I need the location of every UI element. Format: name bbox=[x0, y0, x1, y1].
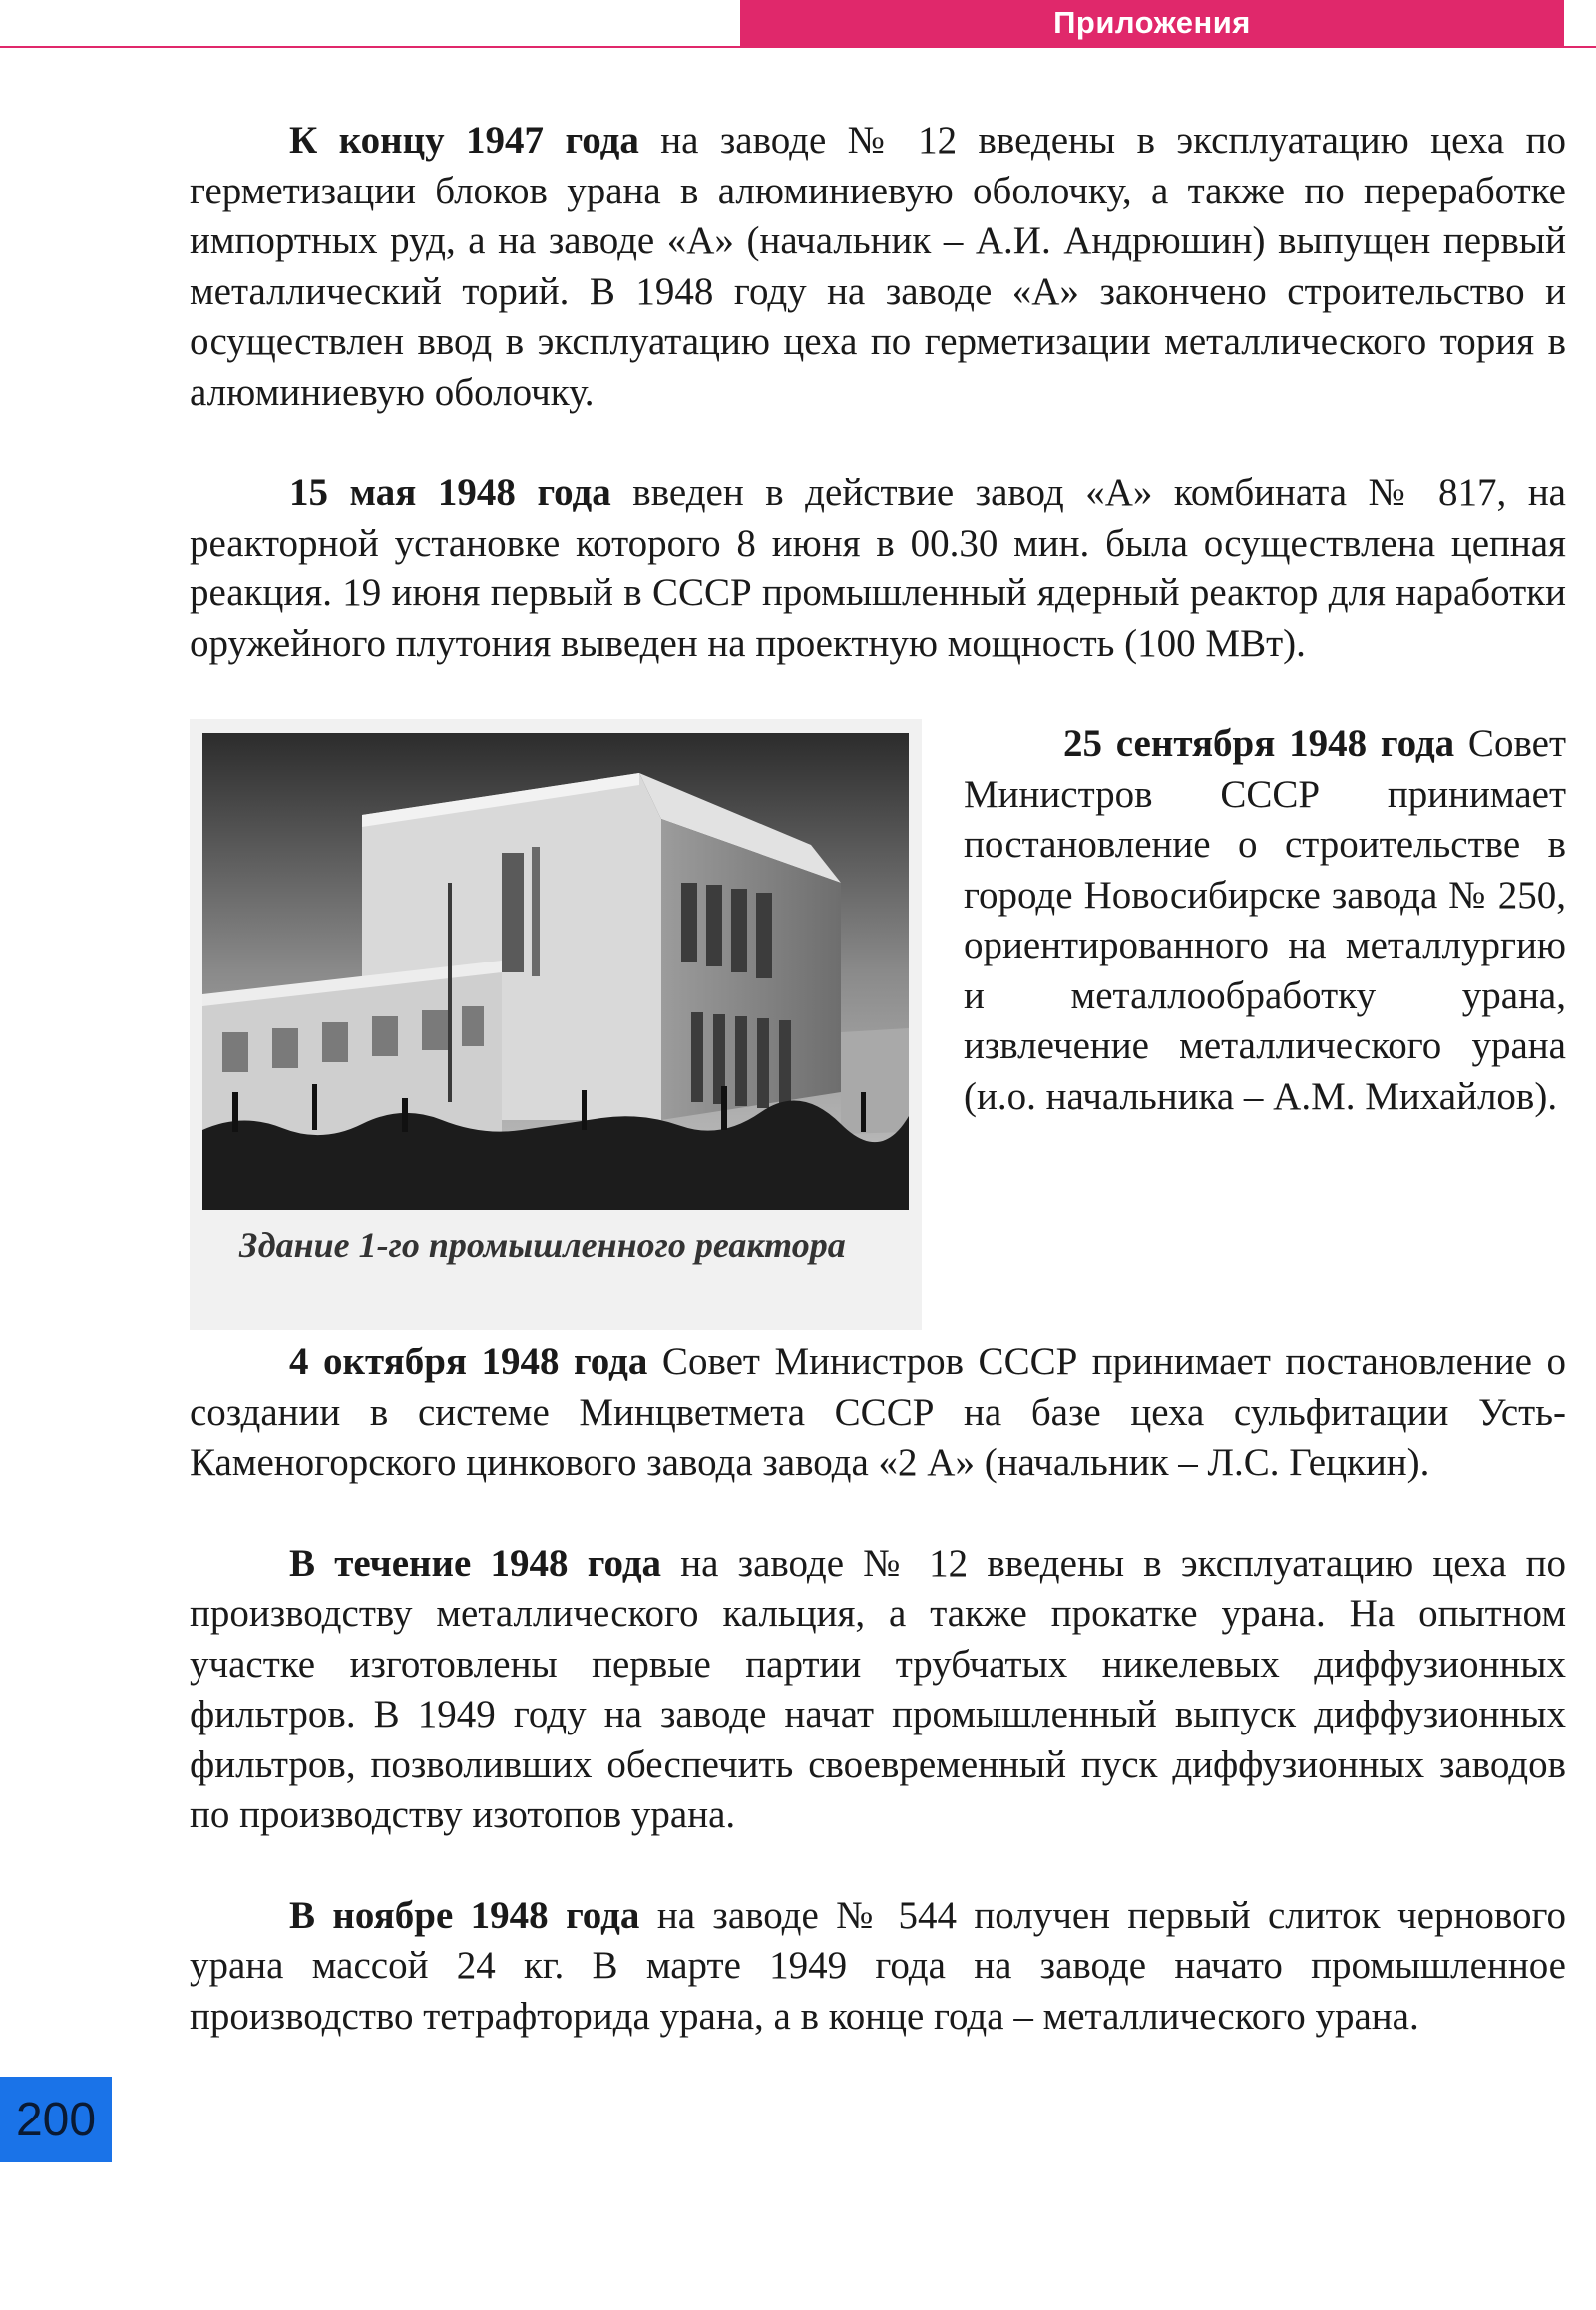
paragraph-lead: 4 октября 1948 года bbox=[289, 1341, 648, 1383]
paragraph-lead: К концу 1947 года bbox=[289, 119, 639, 162]
paragraph-lead: 25 сентября 1948 года bbox=[1063, 722, 1455, 765]
paragraph-text: на заводе № 12 введены в эксплуатацию цеха по производству металлического кальция, а также прокатке урана. На опытном участке изготовлены первые партии трубчатых никелевых диффузионных фильтров. В 1949 году на заводе начат промышленный выпуск диффузионных фильтров, позволивших обеспечить своевременный пуск диффузионных заводов по производству изотопов урана. bbox=[190, 1541, 1566, 1836]
paragraph-text: введен в действие завод «А» комбината № 817, на реакторной установке которого 8 июня в 00.30 мин. была осуществлена цепная реакция. 19 июня первый в СССР промышленный ядерный реактор для наработки оружейного плутония выведен на проектную мощность (100 МВт). bbox=[190, 471, 1566, 665]
header-rule bbox=[0, 46, 1596, 48]
paragraph-lead: 15 мая 1948 года bbox=[289, 471, 611, 514]
paragraph-text: на заводе № 12 введены в эксплуатацию цеха по герметизации блоков урана в алюминиевую оболочку, а также по переработке импортных руд, а на заводе «А» (начальник – А.И. Андрюшин) выпущен первый металлический торий. В 1948 году на заводе «А» закончено строительство и осуществлен ввод в эксплуатацию цеха по герметизации металлического тория в алюминиевую оболочку. bbox=[190, 119, 1566, 414]
page-number: 200 bbox=[15, 2093, 97, 2146]
paragraph-5 bbox=[190, 1539, 1566, 1841]
paragraph-text: Совет Министров СССР принимает постановление о строительстве в городе Новосибирске завода № 250, ориентированного на металлургию и металлообработку урана, извлечение металлического урана (и.о. начальника – А.М. Михайлов). bbox=[964, 722, 1566, 1118]
page-number-badge bbox=[0, 2077, 112, 2162]
paragraph-1 bbox=[190, 116, 1566, 418]
section-header bbox=[740, 0, 1564, 46]
reactor-building-photo bbox=[202, 733, 909, 1210]
paragraph-4 bbox=[190, 1338, 1566, 1489]
paragraph-6 bbox=[190, 1891, 1566, 2043]
figure-caption: Здание 1-го промышленного реактора bbox=[239, 1225, 846, 1265]
paragraph-text: Совет Министров СССР принимает постановление о создании в системе Минцветмета СССР на базе цеха сульфитации Усть-Каменогорского цинкового завода завода «2 А» (начальник – Л.С. Гецкин). bbox=[190, 1341, 1566, 1484]
reactor-building-figure bbox=[190, 719, 922, 1330]
paragraph-text: на заводе № 544 получен первый слиток чернового урана массой 24 кг. В марте 1949 года на заводе начато промышленное производство тетрафторида урана, а в конце года – металлического урана. bbox=[190, 1893, 1566, 2038]
section-title: Приложения bbox=[1053, 5, 1251, 40]
paragraph-2 bbox=[190, 468, 1566, 669]
paragraph-lead: В ноябре 1948 года bbox=[289, 1893, 640, 1937]
page-body bbox=[190, 116, 1566, 2092]
paragraph-lead: В течение 1948 года bbox=[289, 1541, 662, 1585]
